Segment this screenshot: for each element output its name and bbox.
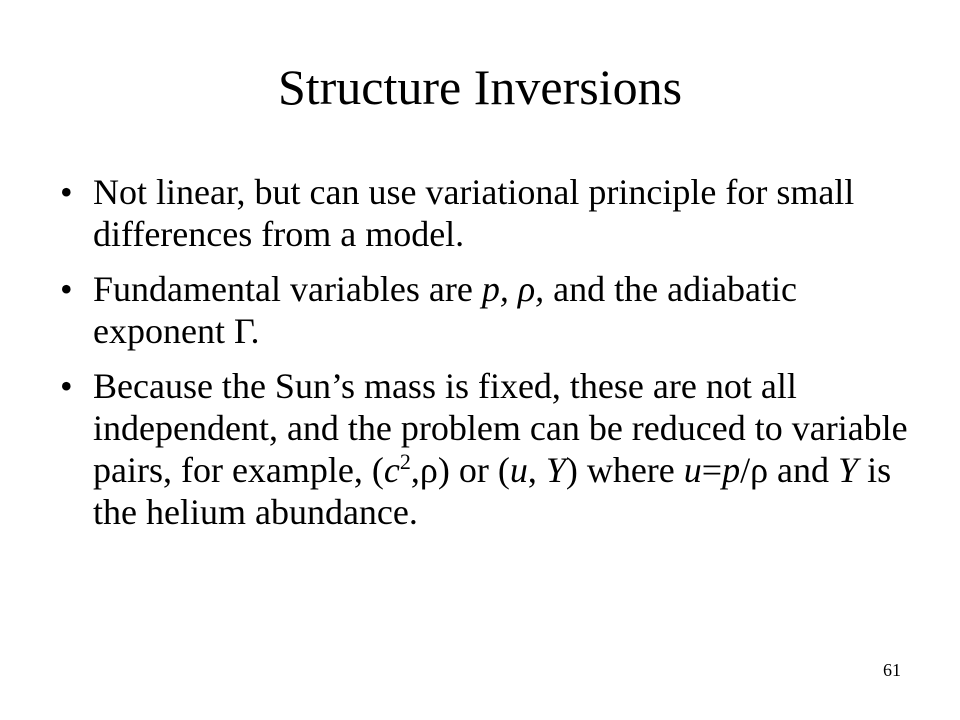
bullet-text-run: , (527, 450, 546, 490)
bullet-text-run-italic: u (683, 450, 702, 490)
bullet-item (60, 365, 920, 533)
bullet-list (60, 171, 920, 546)
bullet-text (93, 365, 920, 533)
bullet-text-run: and the adiabatic exponent Γ. (93, 269, 798, 351)
bullet-text-run-italic: u (509, 450, 528, 490)
bullet-text-run: is the helium abundance. (93, 450, 892, 532)
bullet-text-run: Not linear, but can use variational principle for small differences from a model. (93, 172, 855, 254)
bullet-text-run-italic: c (383, 450, 400, 490)
superscript: 2 (399, 449, 411, 474)
bullet-text-run: Fundamental variables are (93, 269, 482, 309)
bullet-text-run: ) where (565, 450, 684, 490)
bullet-text (93, 171, 920, 255)
slide-title: Structure Inversions (277, 59, 683, 115)
bullet-text-run-italic: p (722, 450, 741, 490)
bullet-text-run: = (701, 450, 723, 490)
bullet-marker: • (60, 172, 73, 212)
bullet-marker: • (60, 366, 73, 406)
bullet-item (60, 268, 920, 352)
bullet-marker: • (60, 269, 73, 309)
bullet-text-run-italic: Y (545, 450, 566, 490)
page-number: 61 (883, 660, 901, 680)
bullet-text-run-italic: p, ρ, (481, 269, 545, 309)
bullet-text-run: Because the Sun’s mass is fixed, these are not all independent, and the problem can be reduced to variable pairs, for example, ( (93, 366, 908, 490)
bullet-item (60, 171, 920, 255)
bullet-text-run: /ρ and (740, 450, 839, 490)
bullet-text-run: ,ρ) or ( (410, 450, 510, 490)
bullet-text-run-italic: Y (838, 450, 859, 490)
bullet-text (93, 268, 920, 352)
